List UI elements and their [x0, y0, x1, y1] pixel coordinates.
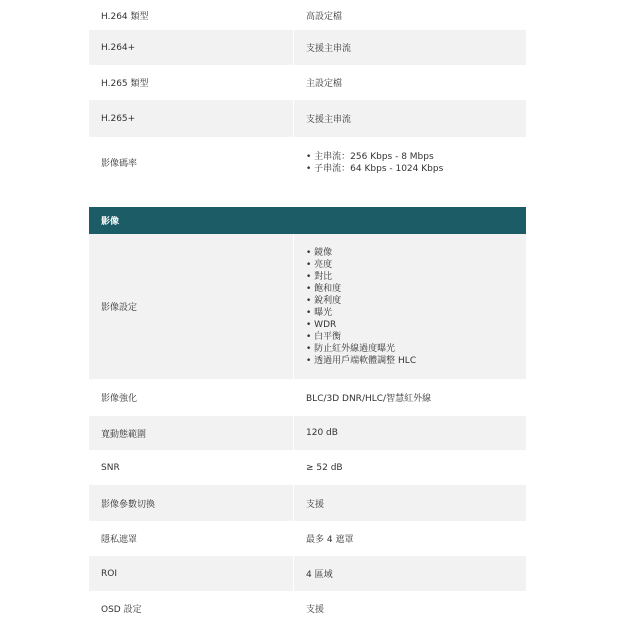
list-item: • 子串流：64 Kbps - 1024 Kbps	[306, 163, 443, 175]
spec-label: OSD 設定	[89, 591, 294, 626]
list-item: • 銳利度	[306, 295, 416, 307]
section-header-image	[89, 207, 526, 234]
list-item: • 防止紅外線過度曝光	[306, 343, 416, 355]
table-row	[89, 65, 526, 100]
spec-label: H.264+	[89, 30, 294, 65]
table-row	[89, 234, 526, 379]
spec-value: 支援主串流	[306, 115, 352, 125]
list-item: • 鏡像	[306, 247, 416, 259]
spec-label: 寬動態範圍	[89, 416, 294, 450]
table-row	[89, 416, 526, 450]
table-row	[89, 30, 526, 65]
list-item: • 主串流：256 Kbps - 8 Mbps	[306, 151, 443, 163]
spec-value: BLC/3D DNR/HLC/智慧紅外線	[306, 394, 432, 404]
list-item: • 曝光	[306, 307, 416, 319]
spec-label: 影像參數切換	[89, 485, 294, 521]
list-item: • 飽和度	[306, 283, 416, 295]
spec-label: H.265 類型	[89, 65, 294, 100]
spec-label: 影像設定	[89, 234, 294, 379]
spec-value: 4 區域	[306, 570, 333, 580]
spec-value: ≥ 52 dB	[306, 462, 343, 473]
spec-value: 最多 4 遮罩	[306, 535, 354, 545]
spec-value: 主設定檔	[306, 79, 343, 89]
spec-value: 120 dB	[306, 428, 338, 438]
spec-value	[294, 234, 526, 379]
table-row	[89, 591, 526, 626]
spec-label: 影像強化	[89, 379, 294, 416]
spec-label: H.265+	[89, 100, 294, 137]
table-row	[89, 450, 526, 485]
spec-label: SNR	[89, 450, 294, 485]
spec-label: ROI	[89, 556, 294, 591]
image-settings-list	[306, 247, 416, 367]
spec-label: 影像碼率	[89, 137, 294, 188]
table-row	[89, 137, 526, 188]
spec-table-video	[89, 0, 526, 188]
list-item: • WDR	[306, 319, 416, 331]
table-row	[89, 556, 526, 591]
list-item: • 對比	[306, 271, 416, 283]
section-title: 影像	[101, 217, 120, 227]
spec-label: H.264 類型	[89, 0, 294, 30]
list-item: • 亮度	[306, 259, 416, 271]
table-row	[89, 379, 526, 416]
table-row	[89, 521, 526, 556]
table-row	[89, 485, 526, 521]
list-item: • 透過用戶端軟體調整 HLC	[306, 355, 416, 367]
spec-value	[294, 137, 526, 188]
table-row	[89, 0, 526, 30]
spec-value: 高設定檔	[306, 11, 343, 22]
spec-table-image	[89, 234, 526, 626]
spec-value: 支援	[306, 605, 325, 615]
spec-value: 支援	[306, 499, 325, 510]
bitrate-list	[306, 151, 443, 175]
spec-value: 支援主串流	[306, 44, 352, 54]
table-row	[89, 100, 526, 137]
list-item: • 白平衡	[306, 331, 416, 343]
spec-label: 隱私遮罩	[89, 521, 294, 556]
